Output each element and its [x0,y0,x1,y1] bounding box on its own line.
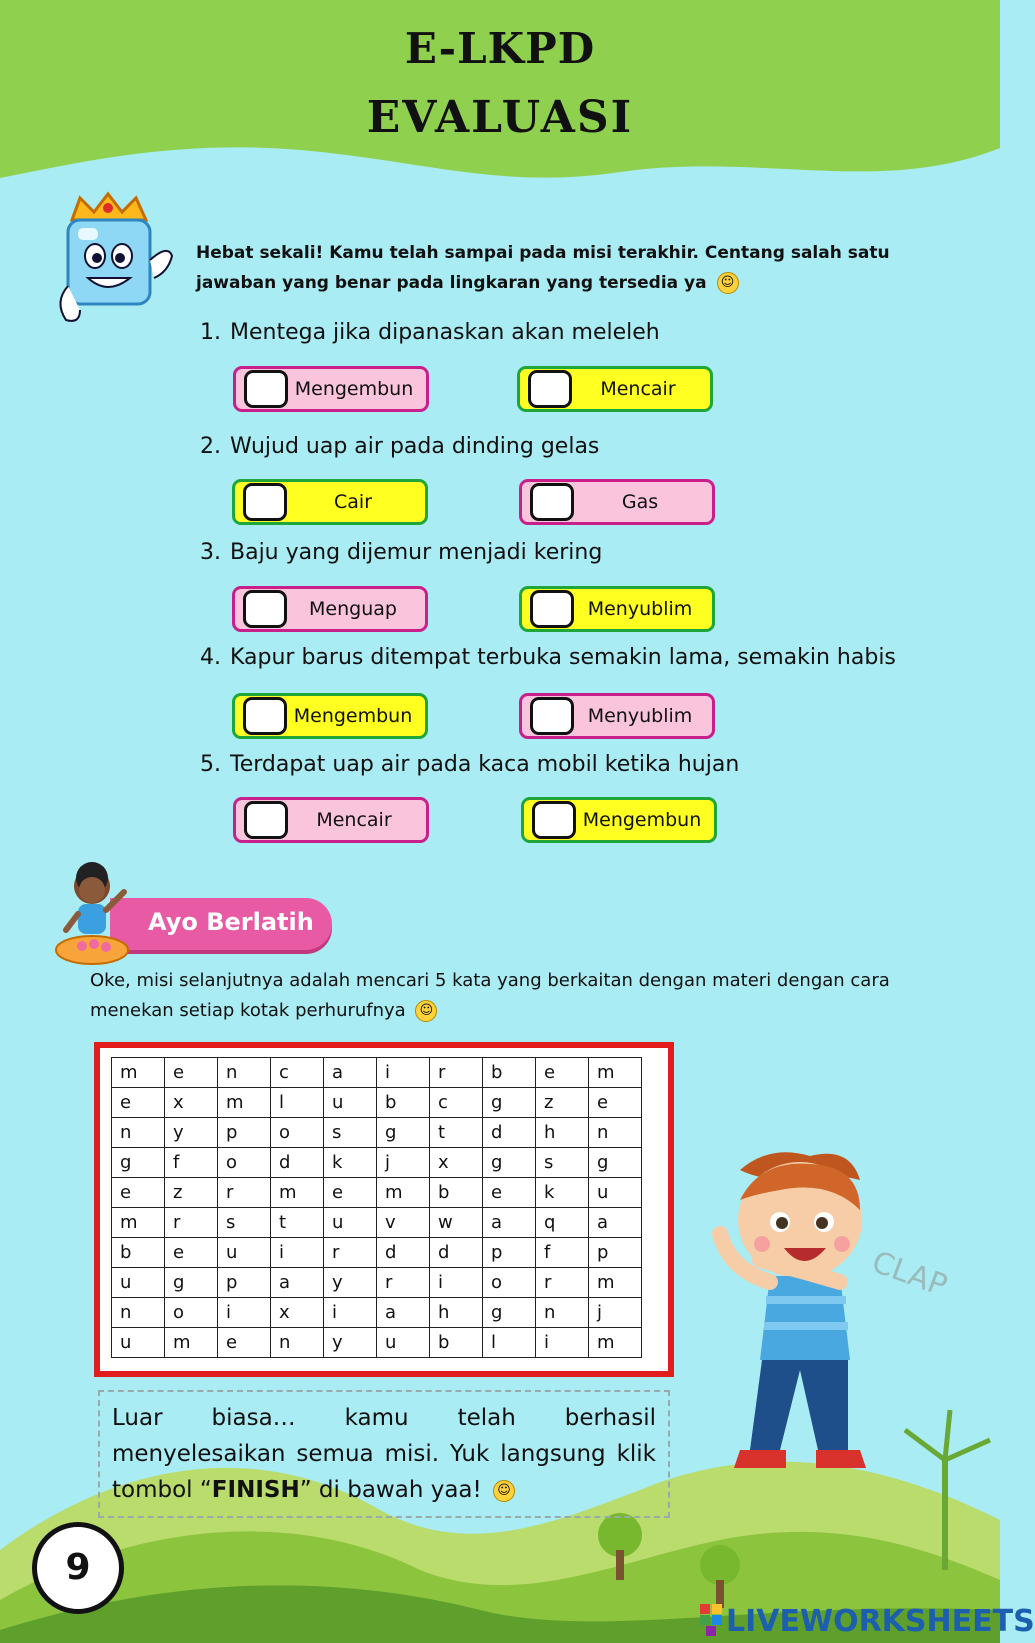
liveworksheets-icon [700,1604,722,1636]
letter-cell[interactable]: g [165,1268,218,1298]
letter-cell[interactable]: r [536,1268,589,1298]
q1-option-a[interactable]: Mengembun [233,366,429,412]
letter-cell[interactable]: n [218,1058,271,1088]
clapping-boy-icon [700,1150,980,1510]
child-playing-icon [52,860,142,970]
letter-cell[interactable]: l [483,1328,536,1358]
checkbox[interactable] [532,801,576,839]
question-1: 1. Mentega jika dipanaskan akan meleleh [200,320,660,345]
letter-cell[interactable]: f [536,1238,589,1268]
letter-cell[interactable]: e [165,1238,218,1268]
letter-cell[interactable]: m [165,1328,218,1358]
letter-cell[interactable]: r [377,1268,430,1298]
letter-cell[interactable]: r [324,1238,377,1268]
letter-cell[interactable]: u [218,1238,271,1268]
letter-cell[interactable]: g [589,1148,642,1178]
letter-cell[interactable]: l [271,1088,324,1118]
ice-cube-mascot-icon [50,190,180,340]
wordsearch-row [112,1118,642,1148]
letter-cell[interactable]: p [218,1118,271,1148]
wordsearch-row [112,1148,642,1178]
letter-cell[interactable]: c [271,1058,324,1088]
smiley-icon: ☺ [415,1000,437,1022]
letter-cell[interactable]: k [324,1148,377,1178]
letter-cell[interactable]: e [165,1058,218,1088]
letter-cell[interactable]: i [324,1298,377,1328]
letter-cell[interactable]: e [324,1178,377,1208]
letter-cell[interactable]: b [112,1238,165,1268]
letter-cell[interactable]: n [536,1298,589,1328]
letter-cell[interactable]: g [112,1148,165,1178]
letter-cell[interactable]: g [483,1298,536,1328]
wordsearch-row [112,1088,642,1118]
letter-cell[interactable]: d [483,1118,536,1148]
letter-cell[interactable]: n [112,1118,165,1148]
letter-cell[interactable]: o [271,1118,324,1148]
letter-cell[interactable]: d [377,1238,430,1268]
q3-option-a[interactable]: Menguap [232,586,428,632]
letter-cell[interactable]: m [589,1058,642,1088]
liveworksheets-logo: LIVEWORKSHEETS [700,1604,1035,1639]
letter-cell[interactable]: m [112,1208,165,1238]
letter-cell[interactable]: g [377,1118,430,1148]
letter-cell[interactable]: e [483,1178,536,1208]
letter-cell[interactable]: t [271,1208,324,1238]
checkbox[interactable] [528,370,572,408]
letter-cell[interactable]: b [430,1328,483,1358]
letter-cell[interactable]: e [112,1178,165,1208]
letter-cell[interactable]: d [271,1148,324,1178]
letter-cell[interactable]: j [377,1148,430,1178]
question-3: 3. Baju yang dijemur menjadi kering [200,540,603,565]
letter-cell[interactable]: m [589,1268,642,1298]
letter-cell[interactable]: i [430,1268,483,1298]
letter-cell[interactable]: n [589,1118,642,1148]
page-title: E-LKPD [404,24,596,73]
letter-cell[interactable]: u [324,1088,377,1118]
closing-message: Luar biasa… kamu telah berhasil menyelesaikan semua misi. Yuk langsung klik tombol “FINISH” di bawah yaa! ☺ [98,1390,670,1518]
letter-cell[interactable]: h [536,1118,589,1148]
letter-cell[interactable]: n [271,1328,324,1358]
wordsearch-row [112,1298,642,1328]
letter-cell[interactable]: y [324,1328,377,1358]
letter-cell[interactable]: b [483,1058,536,1088]
letter-cell[interactable]: o [218,1148,271,1178]
letter-cell[interactable]: u [112,1268,165,1298]
letter-cell[interactable]: a [377,1298,430,1328]
question-4: 4. Kapur barus ditempat terbuka semakin lama, semakin habis [200,645,896,670]
letter-cell[interactable]: p [589,1238,642,1268]
letter-cell[interactable]: m [377,1178,430,1208]
wordsearch-row [112,1178,642,1208]
letter-cell[interactable]: t [430,1118,483,1148]
wordsearch-row [112,1268,642,1298]
checkbox[interactable] [244,370,288,408]
letter-cell[interactable]: u [377,1328,430,1358]
letter-cell[interactable]: p [483,1238,536,1268]
letter-cell[interactable]: j [589,1298,642,1328]
page-subtitle: EVALUASI [366,92,634,143]
wordsearch-instruction: Oke, misi selanjutnya adalah mencari 5 kata yang berkaitan dengan materi dengan cara menekan setiap kotak perhurufnya ☺ [90,970,890,1021]
letter-cell[interactable]: d [430,1238,483,1268]
letter-cell[interactable]: m [271,1178,324,1208]
letter-cell[interactable]: y [165,1118,218,1148]
smiley-icon: ☺ [493,1480,515,1502]
letter-cell[interactable]: u [324,1208,377,1238]
wordsearch-row [112,1238,642,1268]
svg-text:CLAP: CLAP [867,1244,952,1304]
letter-cell[interactable]: x [271,1298,324,1328]
q4-option-b[interactable]: Menyublim [519,693,715,739]
letter-cell[interactable]: m [589,1328,642,1358]
question-5: 5. Terdapat uap air pada kaca mobil ketika hujan [200,752,740,777]
letter-cell[interactable]: s [218,1208,271,1238]
letter-cell[interactable]: k [536,1178,589,1208]
letter-cell[interactable]: z [165,1178,218,1208]
letter-cell[interactable]: a [271,1268,324,1298]
letter-cell[interactable]: y [324,1268,377,1298]
q1-option-b[interactable]: Mencair [517,366,713,412]
letter-cell[interactable]: f [165,1148,218,1178]
intro-text: Hebat sekali! Kamu telah sampai pada misi terakhir. Centang salah satu jawaban yang benar pada lingkaran yang tersedia ya ☺ [196,243,890,293]
letter-cell[interactable]: o [483,1268,536,1298]
letter-cell[interactable]: u [589,1178,642,1208]
letter-cell[interactable]: g [483,1088,536,1118]
q5-option-b[interactable]: Mengembun [521,797,717,843]
letter-cell[interactable]: a [324,1058,377,1088]
checkbox[interactable] [243,697,287,735]
wordsearch-row [112,1328,642,1358]
letter-cell[interactable]: g [483,1148,536,1178]
wordsearch-row [112,1208,642,1238]
q5-option-a[interactable]: Mencair [233,797,429,843]
smiley-icon: ☺ [717,272,739,294]
q2-option-a[interactable]: Cair [232,479,428,525]
letter-cell[interactable]: e [536,1058,589,1088]
letter-cell[interactable]: a [589,1208,642,1238]
letter-cell[interactable]: s [536,1148,589,1178]
letter-cell[interactable]: z [536,1088,589,1118]
letter-cell[interactable]: e [112,1088,165,1118]
page-number: 9 [32,1522,124,1614]
letter-cell[interactable]: o [165,1298,218,1328]
q3-option-b[interactable]: Menyublim [519,586,715,632]
checkbox[interactable] [243,483,287,521]
wordsearch-grid [111,1057,642,1358]
letter-cell[interactable]: s [324,1118,377,1148]
letter-cell[interactable]: e [589,1088,642,1118]
letter-cell[interactable]: m [218,1088,271,1118]
q2-option-b[interactable]: Gas [519,479,715,525]
letter-cell[interactable]: i [536,1328,589,1358]
letter-cell[interactable]: v [377,1208,430,1238]
letter-cell[interactable]: e [218,1328,271,1358]
section-banner: Ayo Berlatih [110,898,332,950]
letter-cell[interactable]: r [218,1178,271,1208]
checkbox[interactable] [243,590,287,628]
wordsearch-row [112,1058,642,1088]
letter-cell[interactable]: r [165,1208,218,1238]
letter-cell[interactable]: q [536,1208,589,1238]
q4-option-a[interactable]: Mengembun [232,693,428,739]
checkbox[interactable] [530,483,574,521]
letter-cell[interactable]: n [112,1298,165,1328]
letter-cell[interactable]: i [271,1238,324,1268]
letter-cell[interactable]: x [165,1088,218,1118]
letter-cell[interactable]: p [218,1268,271,1298]
letter-cell[interactable]: a [483,1208,536,1238]
question-2: 2. Wujud uap air pada dinding gelas [200,434,600,459]
letter-cell[interactable]: h [430,1298,483,1328]
letter-cell[interactable]: r [430,1058,483,1088]
letter-cell[interactable]: w [430,1208,483,1238]
checkbox[interactable] [530,697,574,735]
checkbox[interactable] [530,590,574,628]
letter-cell[interactable]: b [377,1088,430,1118]
letter-cell[interactable]: m [112,1058,165,1088]
letter-cell[interactable]: i [377,1058,430,1088]
letter-cell[interactable]: x [430,1148,483,1178]
wordsearch-frame [94,1042,674,1377]
letter-cell[interactable]: b [430,1178,483,1208]
letter-cell[interactable]: c [430,1088,483,1118]
letter-cell[interactable]: u [112,1328,165,1358]
checkbox[interactable] [244,801,288,839]
letter-cell[interactable]: i [218,1298,271,1328]
